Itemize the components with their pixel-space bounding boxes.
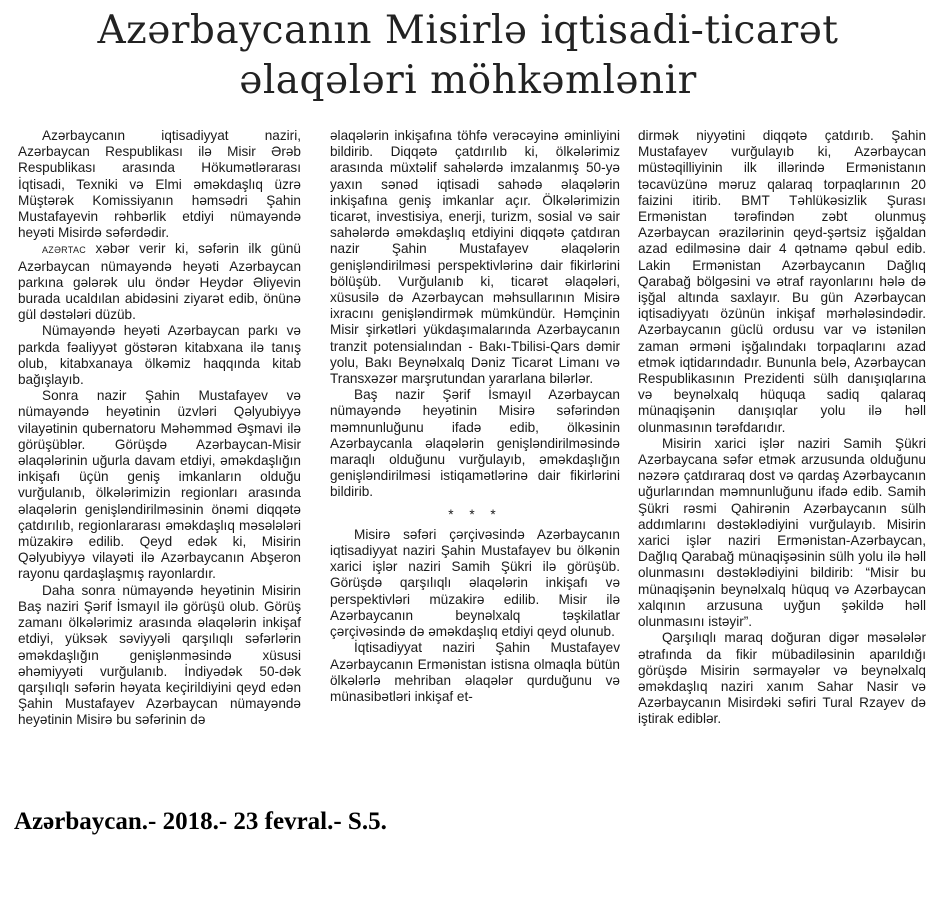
paragraph: Daha sonra nümayəndə heyətinin Misirin Baş naziri Şərif İsmayıl ilə görüşü olub. Görüş zamanı ölkələrimiz arasında əlaqələrin inkişaf etdiyi, yüksək səviyyəli qarşılıqlı səfərlərin əməkdaşlığın genişlənməsində xüsusi əhəmiyyəti vurğulanıb. İndiyədək 50-dək qarşılıqlı səfərin həyata keçirildiyini qeyd edən Şahin Mustafayev Azərbaycan nümayəndə heyətinin Misirə bu səfərinin də <box>18 582 301 728</box>
paragraph: Azərbaycanın iqtisadiyyat naziri, Azərbaycan Respublikası ilə Misir Ərəb Respublikası arasında Hökumətlərarası İqtisadi, Texniki və Elmi əməkdaşlıq üzrə Müştərək Komissiyanın həmsədri Şahin Mustafayevin rəhbərlik etdiyi nümayəndə heyəti Misirdə səfərdədir. <box>18 128 301 241</box>
article-headline <box>0 6 936 106</box>
paragraph: Qarşılıqlı maraq doğuran digər məsələlər ətrafında da fikir mübadiləsinin aparıldığı görüşdə Misirin sərmayələr və beynəlxalq əməkdaşlıq naziri xanım Sahar Nasir və Azərbaycanın Misirdəki səfiri Tural Rzayev də iştirak ediblər. <box>638 630 926 727</box>
paragraph: Sonra nazir Şahin Mustafayev və nümayəndə heyətinin üzvləri Qəlyubiyyə vilayətinin qubernatoru Məhəmməd Əşmavi ilə görüşüblər. Görüşdə Azərbaycan-Misir əlaqələrinin uğurla davam etdiyi, əməkdaşlığın inkişafı üçün geniş imkanların olduğu vurğulanıb, ölkələrimizin regionları arasında əlaqələrin genişləndirilməsinin önəmi diqqətə çatdırılıb, regionlararası əməkdaşlıq məsələləri müzakirə edilib. Qeyd edək ki, Misirin Qəlyubiyyə vilayəti ilə Azərbaycanın Abşeron rayonu qardaşlaşmış rayonlardır. <box>18 388 301 582</box>
column-2 <box>330 128 620 705</box>
paragraph: İqtisadiyyat naziri Şahin Mustafayev Azərbaycanın Ermənistan istisna olmaqla bütün ölkələrlə mehriban əlaqələr qurduğunu və münasibətləri inkişaf et- <box>330 640 620 704</box>
paragraph: Baş nazir Şərif İsmayıl Azərbaycan nümayəndə heyətinin Misirə səfərindən məmnunluğunu ifadə edib, ölkəsinin Azərbaycanla əlaqələrin genişləndirilməsində maraqlı olduğunu vurğulayıb, əməkdaşlığın genişləndirilməsi istiqamətlərinə dair fikirlərini bildirib. <box>330 387 620 500</box>
paragraph-text: xəbər verir ki, səfərin ilk günü Azərbaycan nümayəndə heyəti Azərbaycan parkına gələrək ulu öndər Heydər Əliyevin burada ucaldılan abidəsini ziyarət edib, önünə gül dəstələri düzüb. <box>18 241 301 323</box>
headline-line-1: Azərbaycanın Misirlə iqtisadi-ticarət <box>97 8 839 53</box>
paragraph <box>18 241 301 323</box>
paragraph: əlaqələrin inkişafına töhfə verəcəyinə əminliyini bildirib. Diqqətə çatdırılıb ki, ölkələrimiz arasında müxtəlif sahələrdə imzalanmış 50-yə yaxın sənəd iqtisadi sahədə əlaqələrin inkişafına geniş imkanlar açır. Ölkələrimizin ticarət, investisiya, enerji, turizm, sosial və sair sahələrdə əməkdaşlıq etdiyini diqqətə çatdıran nazir Şahin Mustafayev əlaqələrin genişləndirilməsi perspektivlərinə dair fikirlərini bölüşüb. Vurğulanıb ki, ticarət əlaqələri, xüsusilə də Azərbaycan məhsullarının Misirə ixracını genişləndirmək mümkündür. Həmçinin Misir şirkətləri yükdaşımalarında Azərbaycanın tranzit potensialından - Bakı-Tbilisi-Qars dəmir yolu, Bakı Beynəlxalq Dəniz Ticarət Limanı və Transxəzər marşrutundan yararlana bilərlər. <box>330 128 620 387</box>
paragraph: Misirin xarici işlər naziri Samih Şükri Azərbaycana səfər etmək arzusunda olduğunu nəzərə çatdıraraq dost və qardaş Azərbaycanın uğurlarından məmnunluğunu ifadə edib. Samih Şükri rəsmi Qahirənin Azərbaycanın sülh addımlarını dəstəklədiyini vurğulayıb. Misirin xarici işlər naziri Ermənistan-Azərbaycan, Dağlıq Qarabağ münaqişəsinin sülh yolu ilə həll olunmasını dəstəklədiyini bildirib: “Misir bu münaqişənin beynəlxalq hüquq və Azərbaycan xalqının arzusuna uyğun şəkildə həll olunmasını istəyir”. <box>638 435 926 630</box>
column-3 <box>638 128 926 728</box>
source-citation: Azərbaycan.- 2018.- 23 fevral.- S.5. <box>14 808 387 835</box>
agency-name: AZƏRTAC <box>42 245 87 256</box>
paragraph: dirmək niyyətini diqqətə çatdırıb. Şahin Mustafayev vurğulayıb ki, Azərbaycan müstəqilliyinin ilk illərində Ermənistanın təcavüzünə məruz qalaraq torpaqlarının 20 faizini itirib. BMT Təhlükəsizlik Şurası Ermənistan tərəfindən zəbt olunmuş Azərbaycan ərazilərinin qeyd-şərtsiz işğaldan azad edilməsinə dair 4 qətnamə qəbul edib. Lakin Ermənistan Azərbaycanın Dağlıq Qarabağ bölgəsini və ətraf rayonlarını hələ də işğal altında saxlayır. Bu gün Azərbaycan iqtisadiyyatı özünün inkişaf mərhələsindədir. Azərbaycanın güclü ordusu var və istənilən zaman ərməni işğalındakı torpaqlarını azad etmək iqtidarındadır. Bununla belə, Azərbaycan Respublikasının Prezidenti sülh danışıqlarına və beynəlxalq hüquqa sadiq qalaraq münaqişənin danışıqlar yolu ilə həll olunmasının tərəfdarıdır. <box>638 128 926 435</box>
paragraph: Nümayəndə heyəti Azərbaycan parkı və parkda fəaliyyət göstərən kitabxana ilə tanış olub, kitabxanaya ölkəmiz haqqında kitab bağışlayıb. <box>18 323 301 388</box>
headline-line-2: əlaqələri möhkəmlənir <box>239 58 697 103</box>
column-1 <box>18 128 301 729</box>
paragraph: Misirə səfəri çərçivəsində Azərbaycanın iqtisadiyyat naziri Şahin Mustafayev bu ölkənin xarici işlər naziri Samih Şükri ilə görüşüb. Görüşdə qarşılıqlı əlaqələrin inkişafı və perspektivləri müzakirə edilib. Misir ilə Azərbaycanın beynəlxalq təşkilatlar çərçivəsində də əməkdaşlıq etdiyi qeyd olunub. <box>330 526 620 640</box>
section-separator: * * * <box>448 506 502 522</box>
